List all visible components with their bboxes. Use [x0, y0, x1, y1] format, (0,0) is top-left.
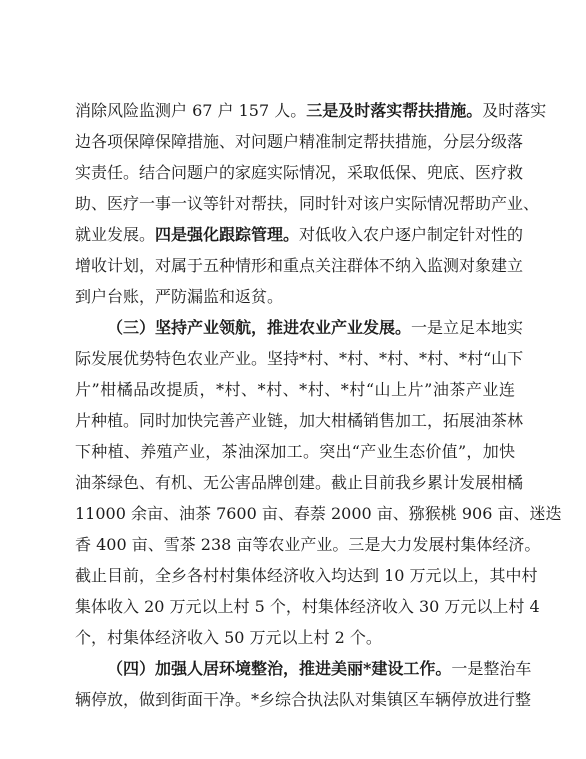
text-line-6 — [75, 251, 524, 281]
text-line-4 — [75, 189, 540, 219]
text-run: 实责任。结合问题户的家庭实际情况，采取低保、兜底、医疗救 — [75, 163, 524, 182]
bold-text-run: 三是及时落实帮扶措施。 — [306, 101, 483, 120]
section-heading-line-3 — [107, 313, 524, 343]
text-line-20 — [75, 685, 532, 715]
text-line-14 — [75, 499, 562, 529]
text-run: 际发展优势特色农业产业。坚持*村、*村、*村、*村、*村“山下 — [75, 349, 524, 368]
section-heading-3: （三）坚持产业领航，推进农业产业发展。 — [107, 318, 412, 337]
text-line-2 — [75, 127, 524, 157]
text-run: 对低收入农户逐户制定针对性的 — [299, 225, 524, 244]
section-heading-line-4 — [107, 654, 532, 684]
text-line-11 — [75, 406, 524, 436]
text-run: 助、医疗一事一议等针对帮扶，同时针对该户实际情况帮助产业、 — [75, 194, 540, 213]
text-line-1 — [75, 96, 547, 126]
section-heading-4: （四）加强人居环境整治，推进美丽*建设工作。 — [107, 659, 452, 678]
text-run: 香 400 亩、雪茶 238 亩等农业产业。三是大力发展村集体经济。 — [75, 535, 541, 554]
text-run: 增收计划，对属于五种情形和重点关注群体不纳入监测对象建立 — [75, 256, 524, 275]
text-run: 集体收入 20 万元以上村 5 个，村集体经济收入 30 万元以上村 4 — [75, 597, 540, 616]
text-run: 油茶绿色、有机、无公害品牌创建。截止目前我乡累计发展柑橘 — [75, 473, 524, 492]
text-run: 一是整治车 — [451, 659, 532, 678]
text-line-13 — [75, 468, 524, 498]
text-run: 就业发展。 — [75, 225, 156, 244]
text-line-18 — [75, 623, 515, 653]
text-run: 片种植。同时加快完善产业链，加大柑橘销售加工，拓展油茶林 — [75, 411, 524, 430]
text-line-16 — [75, 561, 538, 591]
text-line-12 — [75, 437, 515, 467]
text-run: 11000 余亩、油茶 7600 亩、春萘 2000 亩、猕猴桃 906 亩、迷迭 — [75, 504, 562, 523]
bold-text-run: 四是强化跟踪管理。 — [155, 225, 300, 244]
text-run: 截止目前，全乡各村村集体经济收入均达到 10 万元以上，其中村 — [75, 566, 538, 585]
text-run: 辆停放，做到街面干净。*乡综合执法队对集镇区车辆停放进行整 — [75, 690, 532, 709]
text-run: 消除风险监测户 67 户 157 人。 — [75, 101, 307, 120]
text-line-3 — [75, 158, 524, 188]
text-run: 及时落实 — [482, 101, 547, 120]
text-run: 片”柑橘品改提质，*村、*村、*村、*村“山上片”油茶产业连 — [75, 380, 515, 399]
text-line-9 — [75, 344, 524, 374]
text-line-5 — [75, 220, 524, 250]
text-line-10 — [75, 375, 515, 405]
text-run: 下种植、养殖产业，茶油深加工。突出“产业生态价值”，加快 — [75, 442, 515, 461]
text-line-17 — [75, 592, 540, 622]
text-line-7 — [75, 282, 515, 312]
text-run: 边各项保障保障措施、对问题户精准制定帮扶措施，分层分级落 — [75, 132, 524, 151]
text-line-15 — [75, 530, 541, 560]
text-run: 个，村集体经济收入 50 万元以上村 2 个。 — [75, 628, 382, 647]
text-run: 一是立足本地实 — [411, 318, 524, 337]
text-run: 到户台账，严防漏监和返贫。 — [75, 287, 284, 306]
